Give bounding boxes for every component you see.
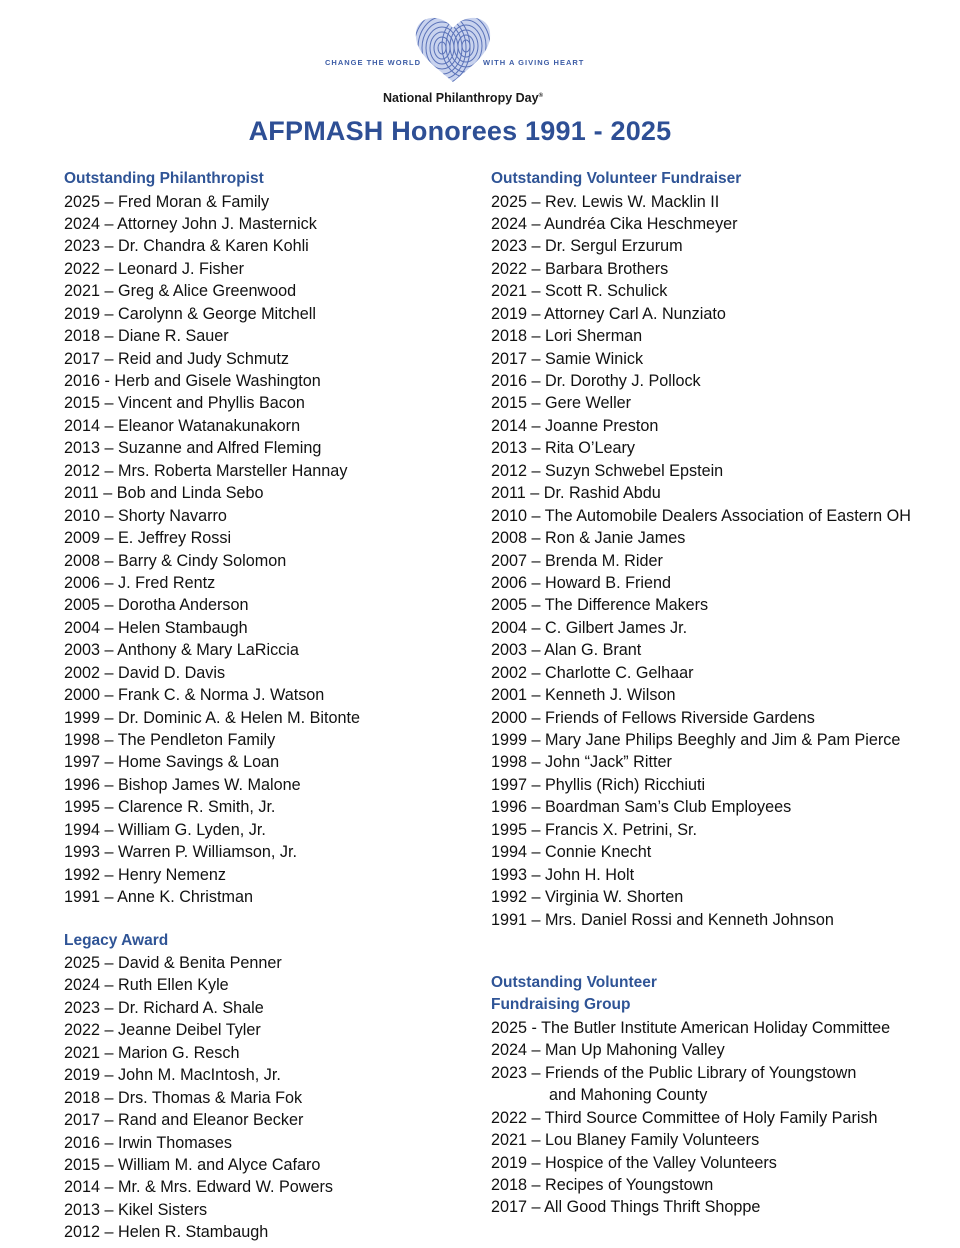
honoree-entry: 2021 – Marion G. Resch (64, 1043, 240, 1062)
section-heading-line2: Fundraising Group (491, 996, 631, 1014)
honoree-list (64, 191, 464, 909)
honoree-entry: 2017 – Reid and Judy Schmutz (64, 349, 289, 368)
honoree-entry: 1996 – Boardman Sam’s Club Employees (491, 798, 792, 817)
logo-tagline-right: WITH A GIVING HEART (483, 58, 585, 67)
honoree-entry: 2024 – Attorney John J. Masternick (64, 214, 317, 233)
logo-tagline-left: CHANGE THE WORLD (325, 58, 421, 67)
honoree-list (64, 952, 464, 1244)
section-heading: Outstanding Volunteer Fundraiser (491, 170, 742, 187)
honoree-entry: 1992 – Henry Nemenz (64, 865, 226, 884)
honoree-entry: 1997 – Phyllis (Rich) Ricchiuti (491, 775, 706, 794)
honoree-entry: 1998 – John “Jack” Ritter (491, 753, 672, 772)
honoree-entry: 1991 – Mrs. Daniel Rossi and Kenneth Johnson (491, 910, 834, 929)
honoree-entry: 2014 – Mr. & Mrs. Edward W. Powers (64, 1178, 333, 1197)
honoree-entry: 2013 – Kikel Sisters (64, 1200, 208, 1219)
honoree-entry: 2024 – Man Up Mahoning Valley (491, 1041, 725, 1060)
honoree-entry: 2001 – Kenneth J. Wilson (491, 686, 676, 705)
honoree-entry: 2010 – Shorty Navarro (64, 506, 227, 525)
honoree-entry: 2017 – Rand and Eleanor Becker (64, 1111, 304, 1130)
honoree-entry: 2006 – Howard B. Friend (491, 573, 671, 592)
honoree-entry: 2022 – Leonard J. Fisher (64, 259, 244, 278)
honoree-entry: 2018 – Drs. Thomas & Maria Fok (64, 1088, 303, 1107)
honoree-entry: 2016 - Herb and Gisele Washington (64, 372, 321, 390)
honoree-entry: 2013 – Rita O’Leary (491, 439, 635, 458)
honoree-entry: 2021 – Greg & Alice Greenwood (64, 282, 297, 301)
honoree-entry: 2008 – Barry & Cindy Solomon (64, 551, 287, 570)
right-column (491, 168, 951, 1219)
honoree-entry: 2004 – Helen Stambaugh (64, 618, 248, 637)
honoree-entry: 2023 – Dr. Richard A. Shale (64, 998, 264, 1017)
honoree-entry: 2000 – Friends of Fellows Riverside Gardens (491, 708, 815, 727)
honoree-entry: 1999 – Dr. Dominic A. & Helen M. Bitonte (64, 708, 361, 727)
honoree-entry: 1996 – Bishop James W. Malone (64, 775, 301, 794)
section-heading-line1: Outstanding Volunteer (491, 973, 657, 991)
honoree-entry: 1994 – Connie Knecht (491, 843, 652, 862)
honoree-entry: 2016 – Dr. Dorothy J. Pollock (491, 372, 701, 390)
honoree-entry: 2023 – Dr. Sergul Erzurum (491, 237, 683, 256)
section-heading: Legacy Award (64, 931, 169, 949)
honoree-entry: 2009 – E. Jeffrey Rossi (64, 529, 232, 548)
honoree-entry: 1993 – John H. Holt (491, 865, 635, 884)
honoree-entry: 2011 – Bob and Linda Sebo (64, 484, 264, 503)
honoree-entry: 1998 – The Pendleton Family (64, 731, 276, 749)
honoree-entry: 2007 – Brenda M. Rider (491, 551, 663, 570)
honoree-entry: 2024 – Ruth Ellen Kyle (64, 976, 229, 995)
honoree-entry: 2022 – Jeanne Deibel Tyler (64, 1021, 261, 1040)
honoree-entry: 2005 – The Difference Makers (491, 596, 709, 615)
honoree-entry: 1999 – Mary Jane Philips Beeghly and Jim & Pam Pierce (491, 731, 901, 749)
page-title: AFPMASH Honorees 1991 - 2025 (248, 116, 672, 146)
honoree-entry: 2018 – Lori Sherman (491, 327, 643, 346)
honoree-entry: 2025 – David & Benita Penner (64, 954, 282, 972)
honoree-entry: 2023 – Friends of the Public Library of Youngstown (491, 1063, 857, 1082)
honoree-entry: 2004 – C. Gilbert James Jr. (491, 618, 688, 637)
honoree-entry: 2008 – Ron & Janie James (491, 529, 686, 548)
honoree-entry: 2014 – Joanne Preston (491, 416, 659, 435)
honoree-entry: 2024 – Aundréa Cika Heschmeyer (491, 214, 738, 233)
honoree-entry: 2015 – Vincent and Phyllis Bacon (64, 394, 305, 413)
honoree-entry: 2002 – David D. Davis (64, 663, 226, 682)
honoree-entry: 2012 – Suzyn Schwebel Epstein (491, 461, 724, 480)
section-outstanding-volunteer-fundraising-group (491, 972, 951, 1219)
honoree-entry: 2006 – J. Fred Rentz (64, 573, 216, 592)
honoree-entry: 2005 – Dorotha Anderson (64, 596, 249, 615)
honoree-entry: 1992 – Virginia W. Shorten (491, 888, 684, 907)
honoree-entry: 2018 – Diane R. Sauer (64, 327, 229, 346)
section-outstanding-volunteer-fundraiser (491, 168, 951, 931)
section-outstanding-philanthropist (64, 168, 464, 909)
honoree-entry: 1995 – Clarence R. Smith, Jr. (64, 798, 276, 817)
honoree-entry: 2019 – Carolynn & George Mitchell (64, 304, 316, 323)
npd-logo (0, 12, 960, 112)
honoree-entry: 2014 – Eleanor Watanakunakorn (64, 416, 301, 435)
honoree-entry: 1995 – Francis X. Petrini, Sr. (491, 820, 698, 839)
honoree-entry: 2015 – Gere Weller (491, 394, 632, 413)
honoree-entry: 2025 – Fred Moran & Family (64, 192, 270, 211)
honoree-entry: 2023 – Dr. Chandra & Karen Kohli (64, 237, 309, 256)
honoree-entry: 2019 – Hospice of the Valley Volunteers (491, 1153, 777, 1172)
honoree-entry: 1997 – Home Savings & Loan (64, 753, 280, 772)
honoree-entry: 2016 – Irwin Thomases (64, 1133, 232, 1152)
honoree-entry: 2011 – Dr. Rashid Abdu (491, 484, 661, 503)
honoree-entry: 2002 – Charlotte C. Gelhaar (491, 663, 694, 682)
honoree-entry: 1991 – Anne K. Christman (64, 888, 253, 907)
honoree-entry: 2000 – Frank C. & Norma J. Watson (64, 686, 325, 705)
honoree-entry: 2015 – William M. and Alyce Cafaro (64, 1155, 321, 1174)
fingerprint-heart-icon (412, 12, 494, 84)
left-column (64, 168, 464, 1244)
honoree-entry: 2025 - The Butler Institute American Holiday Committee (491, 1018, 891, 1037)
honoree-list (491, 1017, 951, 1219)
honoree-entry: 2003 – Anthony & Mary LaRiccia (64, 641, 299, 660)
honoree-entry: 2019 – John M. MacIntosh, Jr. (64, 1066, 281, 1085)
section-legacy-award (64, 930, 464, 1244)
honoree-entry: 2021 – Lou Blaney Family Volunteers (491, 1131, 760, 1150)
brand-name: National Philanthropy Day® (382, 91, 543, 105)
honoree-list (491, 191, 951, 931)
honoree-entry: and Mahoning County (549, 1086, 708, 1105)
honoree-entry: 2013 – Suzanne and Alfred Fleming (64, 439, 322, 458)
honoree-entry: 2021 – Scott R. Schulick (491, 282, 668, 301)
section-heading: Outstanding Philanthropist (64, 170, 264, 187)
honoree-entry: 1993 – Warren P. Williamson, Jr. (64, 843, 298, 862)
honoree-entry: 1994 – William G. Lyden, Jr. (64, 820, 266, 839)
honoree-entry: 2003 – Alan G. Brant (491, 641, 642, 660)
honoree-entry: 2022 – Barbara Brothers (491, 259, 669, 278)
honoree-entry: 2018 – Recipes of Youngstown (491, 1176, 714, 1194)
honoree-entry: 2010 – The Automobile Dealers Association of Eastern OH (491, 506, 911, 525)
honoree-entry: 2017 – All Good Things Thrift Shoppe (491, 1198, 761, 1217)
honoree-entry: 2022 – Third Source Committee of Holy Family Parish (491, 1108, 878, 1127)
honoree-entry: 2012 – Mrs. Roberta Marsteller Hannay (64, 461, 348, 480)
honoree-entry: 2017 – Samie Winick (491, 349, 644, 368)
honoree-entry: 2012 – Helen R. Stambaugh (64, 1223, 269, 1242)
honoree-entry: 2025 – Rev. Lewis W. Macklin II (491, 192, 720, 211)
honoree-entry: 2019 – Attorney Carl A. Nunziato (491, 304, 726, 323)
